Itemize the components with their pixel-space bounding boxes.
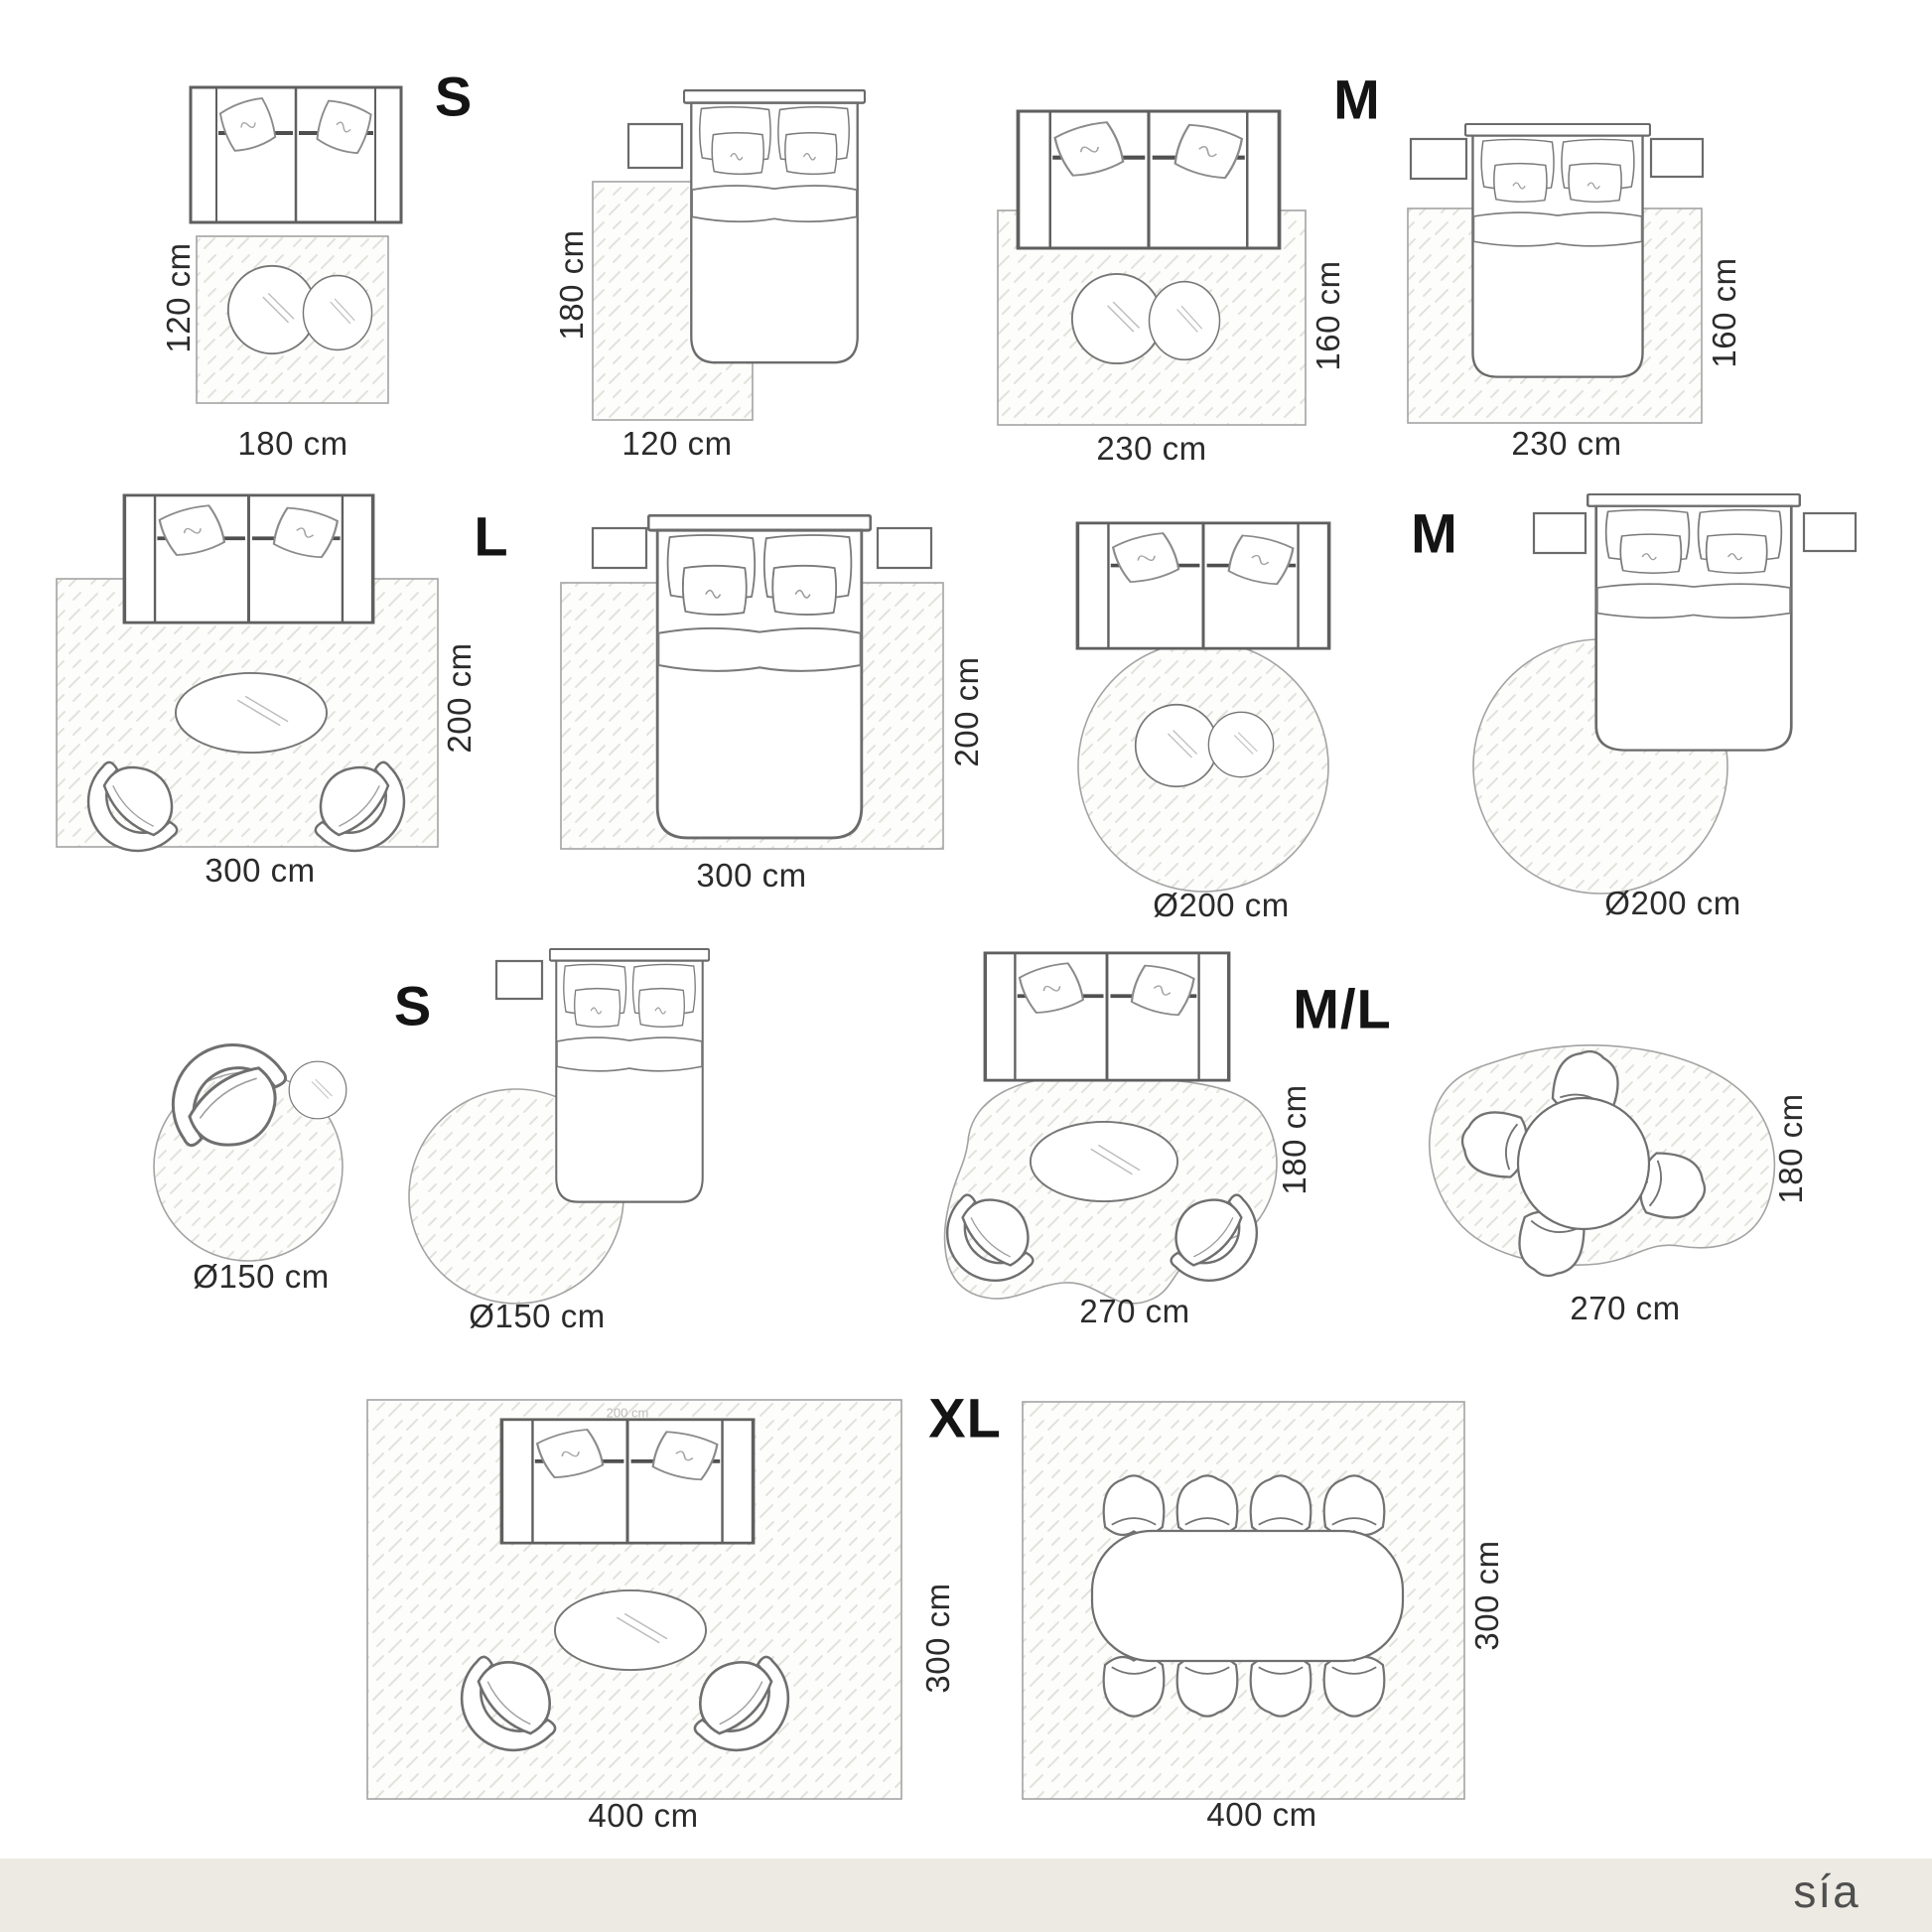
- dining-chair: [1324, 1657, 1385, 1717]
- dim-living-l-width: 300 cm: [205, 852, 316, 889]
- dining-table: [1092, 1531, 1403, 1661]
- sofa-top-view: [191, 87, 401, 222]
- diagram-bedroom-round-s: [409, 949, 709, 1304]
- nightstand-right: [878, 528, 931, 568]
- dim-bedroom-round-m-diameter: Ø200 cm: [1604, 885, 1741, 921]
- coffee-table-small: [1208, 712, 1273, 776]
- diagram-living-rect-l: [57, 495, 438, 872]
- size-letter-row4: XL: [928, 1386, 1002, 1449]
- dim-bedroom-m-height: 160 cm: [1706, 257, 1742, 368]
- dim-dining-xl-width: 400 cm: [1206, 1796, 1317, 1833]
- diagram-bedroom-rect-m: [1408, 124, 1703, 423]
- dining-chair: [1251, 1475, 1311, 1535]
- sofa-top-view: [124, 495, 372, 622]
- dim-living-m-width: 230 cm: [1096, 430, 1207, 467]
- sofa-top-view: [501, 1420, 753, 1543]
- dim-living-xl-height: 300 cm: [919, 1583, 956, 1694]
- dim-living-s-height: 120 cm: [160, 242, 197, 353]
- sofa-top-view: [985, 953, 1228, 1080]
- dim-living-organic-height: 180 cm: [1276, 1084, 1312, 1195]
- bed-top-view: [648, 515, 871, 838]
- size-letter-row1-right: M: [1333, 68, 1381, 131]
- bed-top-view: [1587, 494, 1800, 751]
- coffee-table-small: [1149, 282, 1219, 360]
- coffee-table-small: [303, 276, 371, 350]
- diagram-bedroom-rect-l: [561, 515, 943, 849]
- dining-chair: [1177, 1657, 1238, 1717]
- diagram-living-rect-xl: [367, 1400, 901, 1799]
- dining-chair: [1177, 1475, 1238, 1535]
- size-letter-row2-left: L: [474, 504, 509, 568]
- diagram-bedroom-rect-s: [593, 90, 865, 420]
- diagram-living-rect-s: [191, 87, 401, 403]
- bed-top-view: [550, 949, 709, 1202]
- dining-chair: [1104, 1657, 1165, 1717]
- dim-bedroom-m-width: 230 cm: [1511, 425, 1622, 462]
- dim-bedroom-l-height: 200 cm: [948, 656, 985, 767]
- coffee-table-large: [1136, 705, 1218, 787]
- dim-living-xl-width: 400 cm: [588, 1797, 699, 1834]
- size-letter-row3-left: S: [393, 974, 433, 1037]
- round-dining-table: [1518, 1098, 1649, 1229]
- nightstand-right: [1651, 139, 1703, 177]
- oval-coffee-table: [1031, 1122, 1177, 1201]
- dim-living-m-height: 160 cm: [1310, 260, 1346, 371]
- dining-chair: [1251, 1657, 1311, 1717]
- diagram-dining-rect-xl: [1023, 1402, 1464, 1799]
- dim-living-s-width: 180 cm: [237, 425, 348, 462]
- oval-coffee-table: [555, 1590, 706, 1670]
- oval-coffee-table: [176, 673, 327, 753]
- dim-dining-organic-width: 270 cm: [1570, 1290, 1681, 1326]
- nightstand-left: [1411, 139, 1466, 179]
- sofa-top-view: [1077, 523, 1328, 648]
- dim-bedroom-s-width: 120 cm: [621, 425, 733, 462]
- dim-living-round-m-diameter: Ø200 cm: [1153, 887, 1290, 923]
- diagram-living-rect-m: [998, 111, 1306, 425]
- dim-bedroom-s-height: 180 cm: [553, 229, 590, 341]
- size-letter-row3-right: M/L: [1293, 977, 1392, 1040]
- dim-living-organic-width: 270 cm: [1079, 1293, 1190, 1329]
- size-letter-row1-left: S: [434, 65, 474, 128]
- footer-strip: [0, 1859, 1932, 1932]
- size-letter-row2-right: M: [1411, 501, 1458, 565]
- coffee-table-large: [1072, 274, 1162, 363]
- nightstand-left: [593, 528, 646, 568]
- dim-dining-xl-height: 300 cm: [1468, 1540, 1505, 1651]
- nightstand: [628, 124, 682, 168]
- nightstand: [496, 961, 542, 999]
- dim-dining-organic-height: 180 cm: [1772, 1093, 1809, 1204]
- dim-living-l-height: 200 cm: [441, 642, 478, 754]
- dim-bedroom-l-width: 300 cm: [696, 857, 807, 894]
- nightstand-left: [1534, 513, 1586, 553]
- brand-logo: sía: [1793, 1865, 1861, 1917]
- dim-bedroom-round-s-diameter: Ø150 cm: [469, 1298, 606, 1334]
- bed-top-view: [684, 90, 865, 362]
- nightstand-right: [1804, 513, 1856, 551]
- side-table: [289, 1061, 346, 1119]
- dim-armchair-round-s-diameter: Ø150 cm: [193, 1258, 330, 1295]
- diagram-armchair-round-s: [150, 1022, 346, 1261]
- diagram-bedroom-round-m: [1473, 494, 1856, 894]
- diagram-living-organic-ml: [927, 953, 1277, 1304]
- dining-chair: [1324, 1475, 1385, 1535]
- note-sofa-width: 200 cm: [606, 1405, 649, 1421]
- bed-top-view: [1465, 124, 1650, 377]
- dining-chair: [1104, 1475, 1165, 1535]
- diagram-living-round-m: [1077, 523, 1328, 892]
- sofa-top-view: [1018, 111, 1279, 248]
- diagram-dining-organic-ml: [1430, 1045, 1775, 1281]
